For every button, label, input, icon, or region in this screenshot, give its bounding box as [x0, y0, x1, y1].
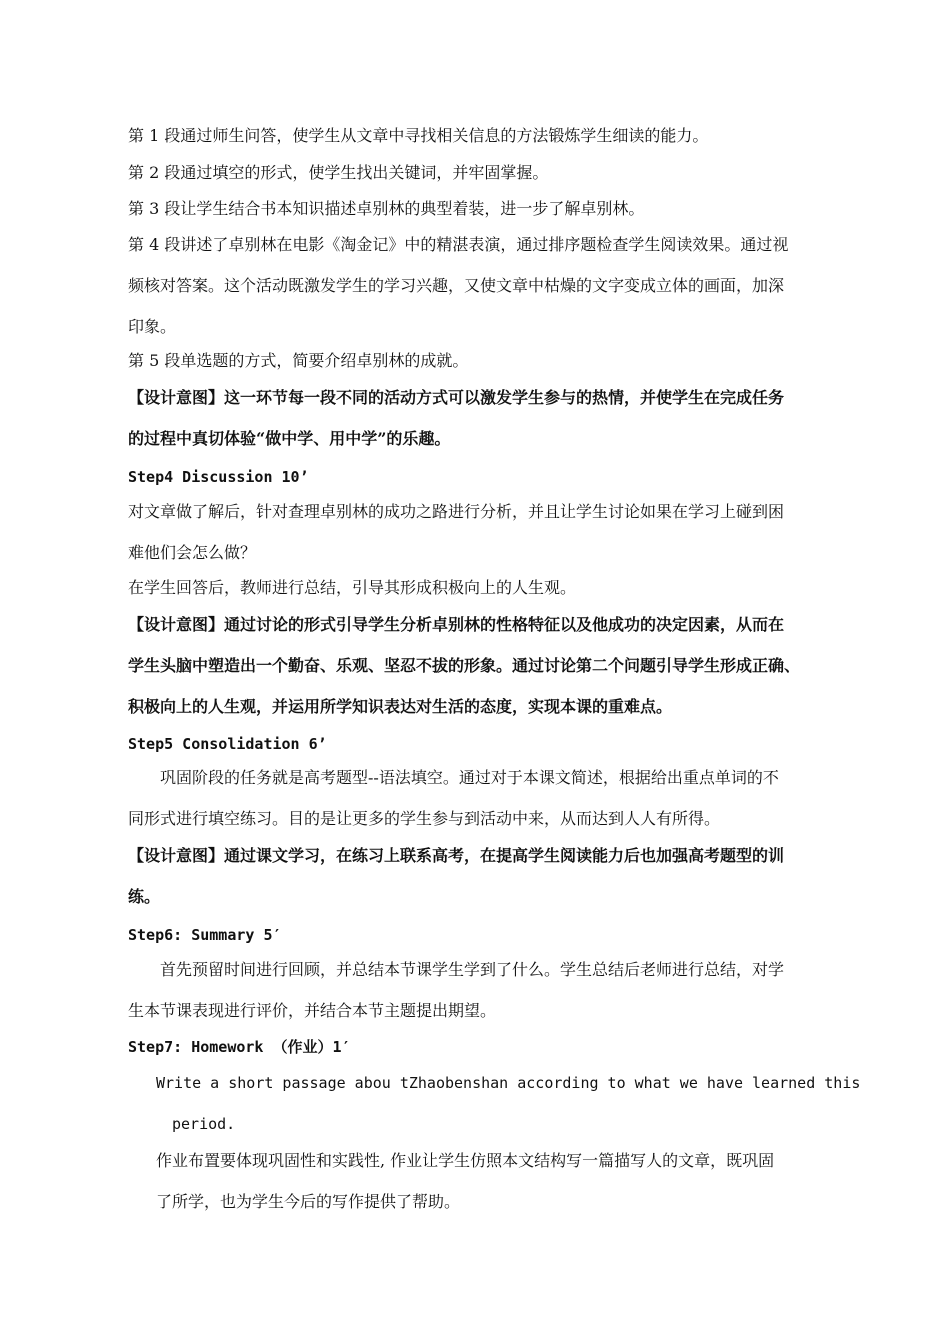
- step5-line-1: 巩固阶段的任务就是高考题型--语法填空。通过对于本课文简述，根据给出重点单词的不: [160, 768, 779, 787]
- step4-line-1: 对文章做了解后，针对查理卓别林的成功之路进行分析，并且让学生讨论如果在学习上碰到困: [128, 502, 785, 521]
- design-intent-3-line-1: 【设计意图】通过课文学习，在练习上联系高考，在提高学生阅读能力后也加强高考题型的训: [128, 846, 785, 865]
- step4-heading: Step4 Discussion 10’: [128, 468, 309, 486]
- homework-note-line-2: 了所学，也为学生今后的写作提供了帮助。: [156, 1192, 461, 1211]
- step6-line-1: 首先预留时间进行回顾，并总结本节课学生学到了什么。学生总结后老师进行总结，对学: [160, 960, 785, 979]
- design-intent-2-line-3: 积极向上的人生观，并运用所学知识表达对生活的态度，实现本课的重难点。: [128, 697, 673, 716]
- step5-heading: Step5 Consolidation 6’: [128, 735, 327, 753]
- design-intent-2-line-2: 学生头脑中塑造出一个勤奋、乐观、坚忍不拔的形象。通过讨论第二个问题引导学生形成正确、: [128, 656, 801, 675]
- paragraph-4-line-2: 频核对答案。这个活动既激发学生的学习兴趣，又使文章中枯燥的文字变成立体的画面，加深: [128, 276, 785, 295]
- step4-line-3: 在学生回答后，教师进行总结，引导其形成积极向上的人生观。: [128, 578, 577, 597]
- step5-line-2: 同形式进行填空练习。目的是让更多的学生参与到活动中来，从而达到人人有所得。: [128, 809, 721, 828]
- design-intent-3-line-2: 练。: [128, 887, 161, 906]
- design-intent-1-line-2: 的过程中真切体验“做中学、用中学”的乐趣。: [128, 429, 451, 448]
- step7-heading: Step7: Homework （作业）1′: [128, 1038, 351, 1056]
- step6-line-2: 生本节课表现进行评价，并结合本节主题提出期望。: [128, 1001, 497, 1020]
- design-intent-2-line-1: 【设计意图】通过讨论的形式引导学生分析卓别林的性格特征以及他成功的决定因素，从而在: [128, 615, 785, 634]
- paragraph-1: 第 1 段通过师生问答，使学生从文章中寻找相关信息的方法锻炼学生细读的能力。: [128, 126, 709, 145]
- paragraph-2: 第 2 段通过填空的形式，使学生找出关键词，并牢固掌握。: [128, 163, 549, 182]
- paragraph-4-line-1: 第 4 段讲述了卓别林在电影《淘金记》中的精湛表演，通过排序题检查学生阅读效果。通过视: [128, 235, 789, 254]
- homework-line-1: Write a short passage abou tZhaobenshan according to what we have learned this: [156, 1074, 861, 1092]
- step6-heading: Step6: Summary 5′: [128, 926, 282, 944]
- paragraph-4-line-3: 印象。: [128, 317, 177, 336]
- homework-note-line-1: 作业布置要体现巩固性和实践性, 作业让学生仿照本文结构写一篇描写人的文章，既巩固: [156, 1151, 775, 1170]
- homework-line-2: period.: [172, 1115, 236, 1133]
- paragraph-3: 第 3 段让学生结合书本知识描述卓别林的典型着装，进一步了解卓别林。: [128, 199, 645, 218]
- design-intent-1-line-1: 【设计意图】这一环节每一段不同的活动方式可以激发学生参与的热情，并使学生在完成任务: [128, 388, 785, 407]
- paragraph-5: 第 5 段单选题的方式，简要介绍卓别林的成就。: [128, 351, 469, 370]
- step4-line-2: 难他们会怎么做？: [128, 543, 257, 562]
